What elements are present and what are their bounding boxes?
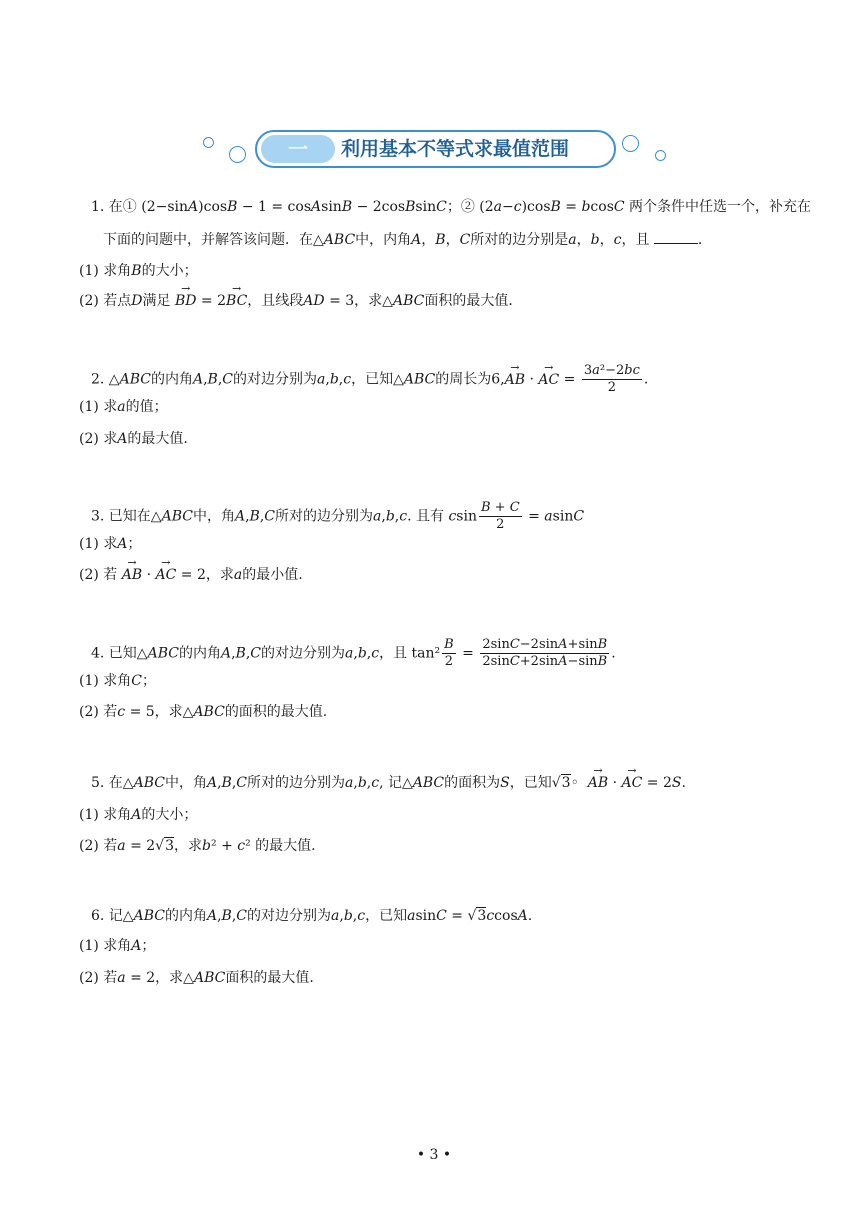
problem-4-part-2: (2) 若c = 5，求△ABC的面积的最大值. xyxy=(79,704,328,720)
decorative-bubble xyxy=(655,150,666,161)
decorative-bubble xyxy=(203,137,214,148)
problem-5-part-2: (2) 若a = 2√3，求b² + c² 的最大值. xyxy=(79,838,316,854)
problem-1-stem-cont: 下面的问题中，并解答该问题．在△ABC中，内角A，B，C所对的边分别是a，b，c，且 ． xyxy=(103,229,712,250)
problem-1-part-1: (1) 求角B的大小； xyxy=(79,263,198,279)
problem-6-part-2: (2) 若a = 2，求△ABC面积的最大值. xyxy=(79,970,314,986)
answer-blank xyxy=(654,229,698,244)
section-banner xyxy=(255,130,616,168)
problem-6-stem: 6. 记△ABC的内角A,B,C的对边分别为a,b,c，已知asinC = √3ccosA. xyxy=(91,908,533,924)
fraction: $\frac{2\sin C-2\sin A+\sin B}{2\sin C+2\sin A-\sin B}$ xyxy=(482,637,608,669)
fraction: $\frac{\text{3a²−2bc}}{2}$ xyxy=(583,363,640,395)
problem-3-part-2: (2) 若 → AB · → AC = 2，求a的最小值. xyxy=(79,565,303,585)
problem-1-part-2: (2) 若点D满足 → BD = 2→ BC，且线段AD = 3，求△ABC面积的最大值． xyxy=(79,291,522,311)
problem-2-part-2: (2) 求A的最大值. xyxy=(79,431,188,447)
section-title: 利用基本不等式求最值范围 xyxy=(341,138,570,160)
section-number: 一 xyxy=(261,135,335,163)
problem-4-part-1: (1) 求角C； xyxy=(79,673,156,689)
problem-3-part-1: (1) 求A； xyxy=(79,536,142,552)
page-number: • 3 • xyxy=(416,1147,452,1163)
problem-5-part-1: (1) 求角A的大小； xyxy=(79,807,198,823)
problem-3-stem: 3. 已知在△ABC中，角A,B,C所对的边分别为a,b,c. 且有 csin $\frac{B + C}{2}$ = asinC xyxy=(91,500,585,532)
problem-4-stem: 4. 已知△ABC的内角A,B,C的对边分别为a,b,c，且 tan² $\frac{B}{2}$ = $\frac{2\sin C-2\sin A+\sin B}{2\sin C+2\sin A-\sin B}$ . xyxy=(91,637,616,669)
problem-6-part-1: (1) 求角A； xyxy=(79,938,156,954)
decorative-bubble xyxy=(229,146,246,163)
problem-2-stem: 2. △ABC的内角A,B,C的对边分别为a,b,c，已知△ABC的周长为6,→ AB · → AC = $\frac{\text{3a²−2bc}}{2}$ . xyxy=(91,363,648,396)
fraction: $\frac{B}{2}$ xyxy=(444,637,454,669)
problem-2-part-1: (1) 求a的值； xyxy=(79,399,168,415)
problem-1-stem: 1. 在① (2−sinA)cosB − 1 = cosAsinB − 2cosBsinC；② (2a−c)cosB = bcosC 两个条件中任选一个，补充在 xyxy=(91,199,812,215)
problem-5-stem: 5. 在△ABC中，角A,B,C所对的边分别为a,b,c, 记△ABC的面积为S，已知√3◦ → AB · → AC = 2S. xyxy=(91,773,686,793)
decorative-bubble xyxy=(622,135,639,152)
fraction: $\frac{B + C}{2}$ xyxy=(480,500,520,532)
